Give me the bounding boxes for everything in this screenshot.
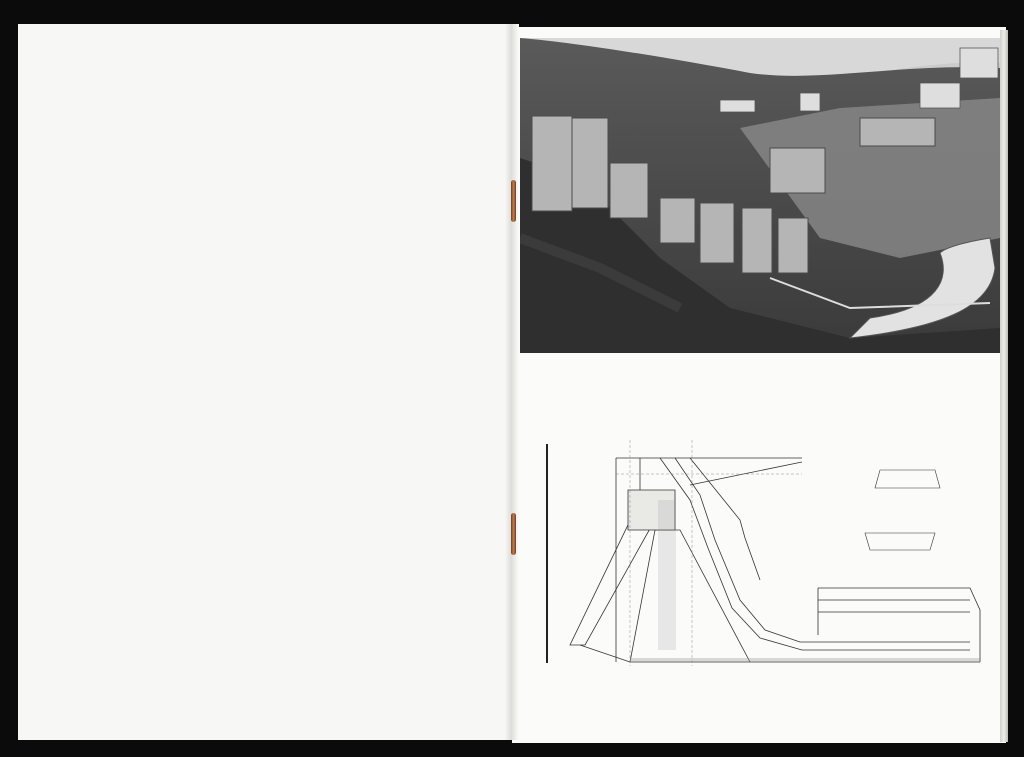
- binding-gutter: [505, 24, 519, 740]
- staple-top: [511, 180, 516, 222]
- dam-profile: [570, 458, 980, 662]
- staple-bottom: [511, 513, 516, 555]
- axis-lines: [616, 440, 802, 666]
- left-page: [18, 24, 512, 740]
- foundation-hatching: [630, 500, 980, 662]
- dam-cross-section-diagram: [540, 430, 1000, 675]
- dam-construction-photo: [520, 38, 1000, 353]
- page-edge: [1000, 30, 1008, 742]
- body-text: [98, 94, 460, 102]
